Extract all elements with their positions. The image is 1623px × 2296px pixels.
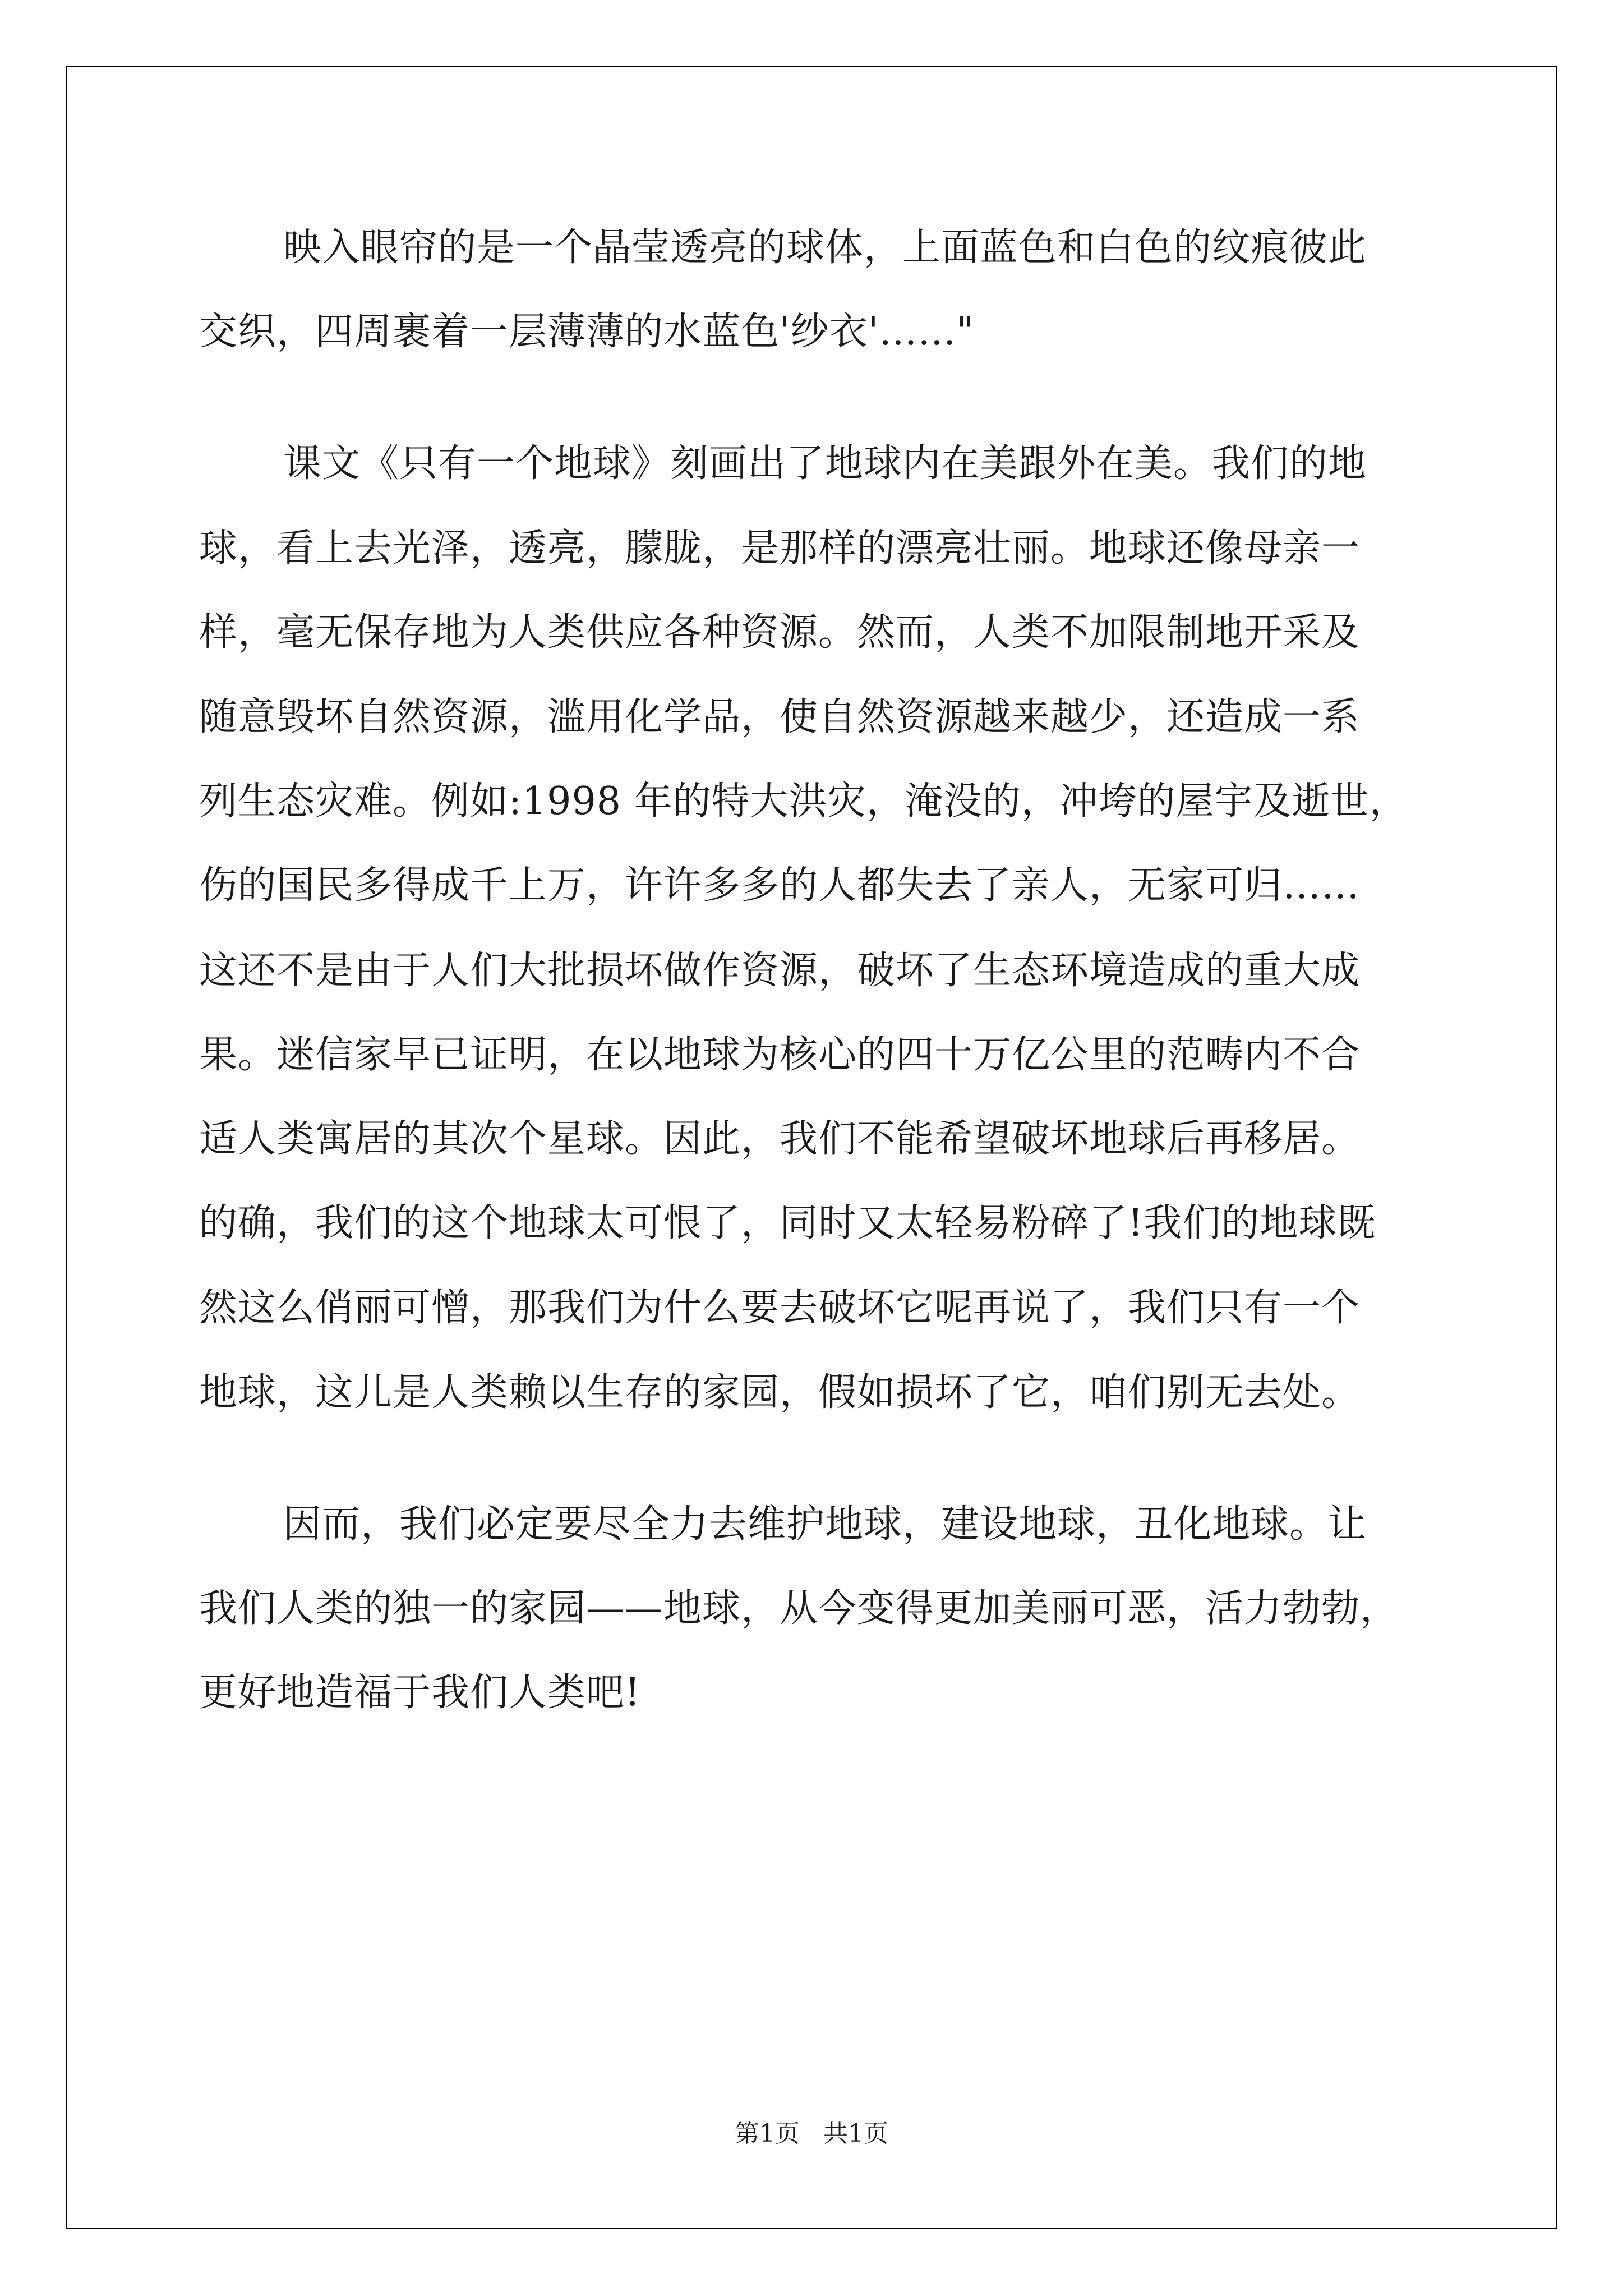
paragraph-2-line-10: 的确，我们的这个地球太可恨了，同时又太轻易粉碎了!我们的地球既 xyxy=(199,1201,1376,1245)
paragraph-1-line-2: 交织，四周裹着一层薄薄的水蓝色'纱衣'……" xyxy=(199,310,975,354)
paragraph-2-line-1: 课文《只有一个地球》刻画出了地球内在美跟外在美。我们的地 xyxy=(283,441,1367,486)
paragraph-2-line-8: 果。迷信家早已证明，在以地球为核心的四十万亿公里的范畴内不合 xyxy=(199,1033,1361,1077)
paragraph-3-line-2: 我们人类的独一的家园——地球，从今变得更加美丽可恶，活力勃勃， xyxy=(199,1586,1399,1631)
paragraph-2-line-5: 列生态灾难。例如:1998 年的特大洪灾，淹没的，冲垮的屋宇及逝世， xyxy=(199,779,1408,823)
paragraph-2-line-2: 球，看上去光泽，透亮，朦胧，是那样的漂亮壮丽。地球还像母亲一 xyxy=(199,526,1361,570)
paragraph-2-line-6: 伤的国民多得成千上万，许许多多的人都失去了亲人，无家可归…… xyxy=(199,863,1361,908)
paragraph-3-line-1: 因而，我们必定要尽全力去维护地球，建设地球，丑化地球。让 xyxy=(283,1502,1367,1547)
paragraph-2-line-4: 随意毁坏自然资源，滥用化学品，使自然资源越来越少，还造成一系 xyxy=(199,695,1361,739)
paragraph-1-line-1: 映入眼帘的是一个晶莹透亮的球体，上面蓝色和白色的纹痕彼此 xyxy=(283,226,1367,270)
paragraph-3-line-3: 更好地造福于我们人类吧! xyxy=(199,1671,641,1715)
paragraph-2-line-3: 样，毫无保存地为人类供应各种资源。然而，人类不加限制地开采及 xyxy=(199,610,1361,655)
paragraph-2-line-9: 适人类寓居的其次个星球。因此，我们不能希望破坏地球后再移居。 xyxy=(199,1117,1361,1161)
page-number-footer: 第1页 共1页 xyxy=(735,2119,888,2148)
paragraph-2-line-12: 地球，这儿是人类赖以生存的家园，假如损坏了它，咱们别无去处。 xyxy=(199,1370,1361,1415)
paragraph-2-line-7: 这还不是由于人们大批损坏做作资源，破坏了生态环境造成的重大成 xyxy=(199,949,1361,993)
paragraph-2-line-11: 然这么俏丽可憎，那我们为什么要去破坏它呢再说了，我们只有一个 xyxy=(199,1286,1361,1330)
